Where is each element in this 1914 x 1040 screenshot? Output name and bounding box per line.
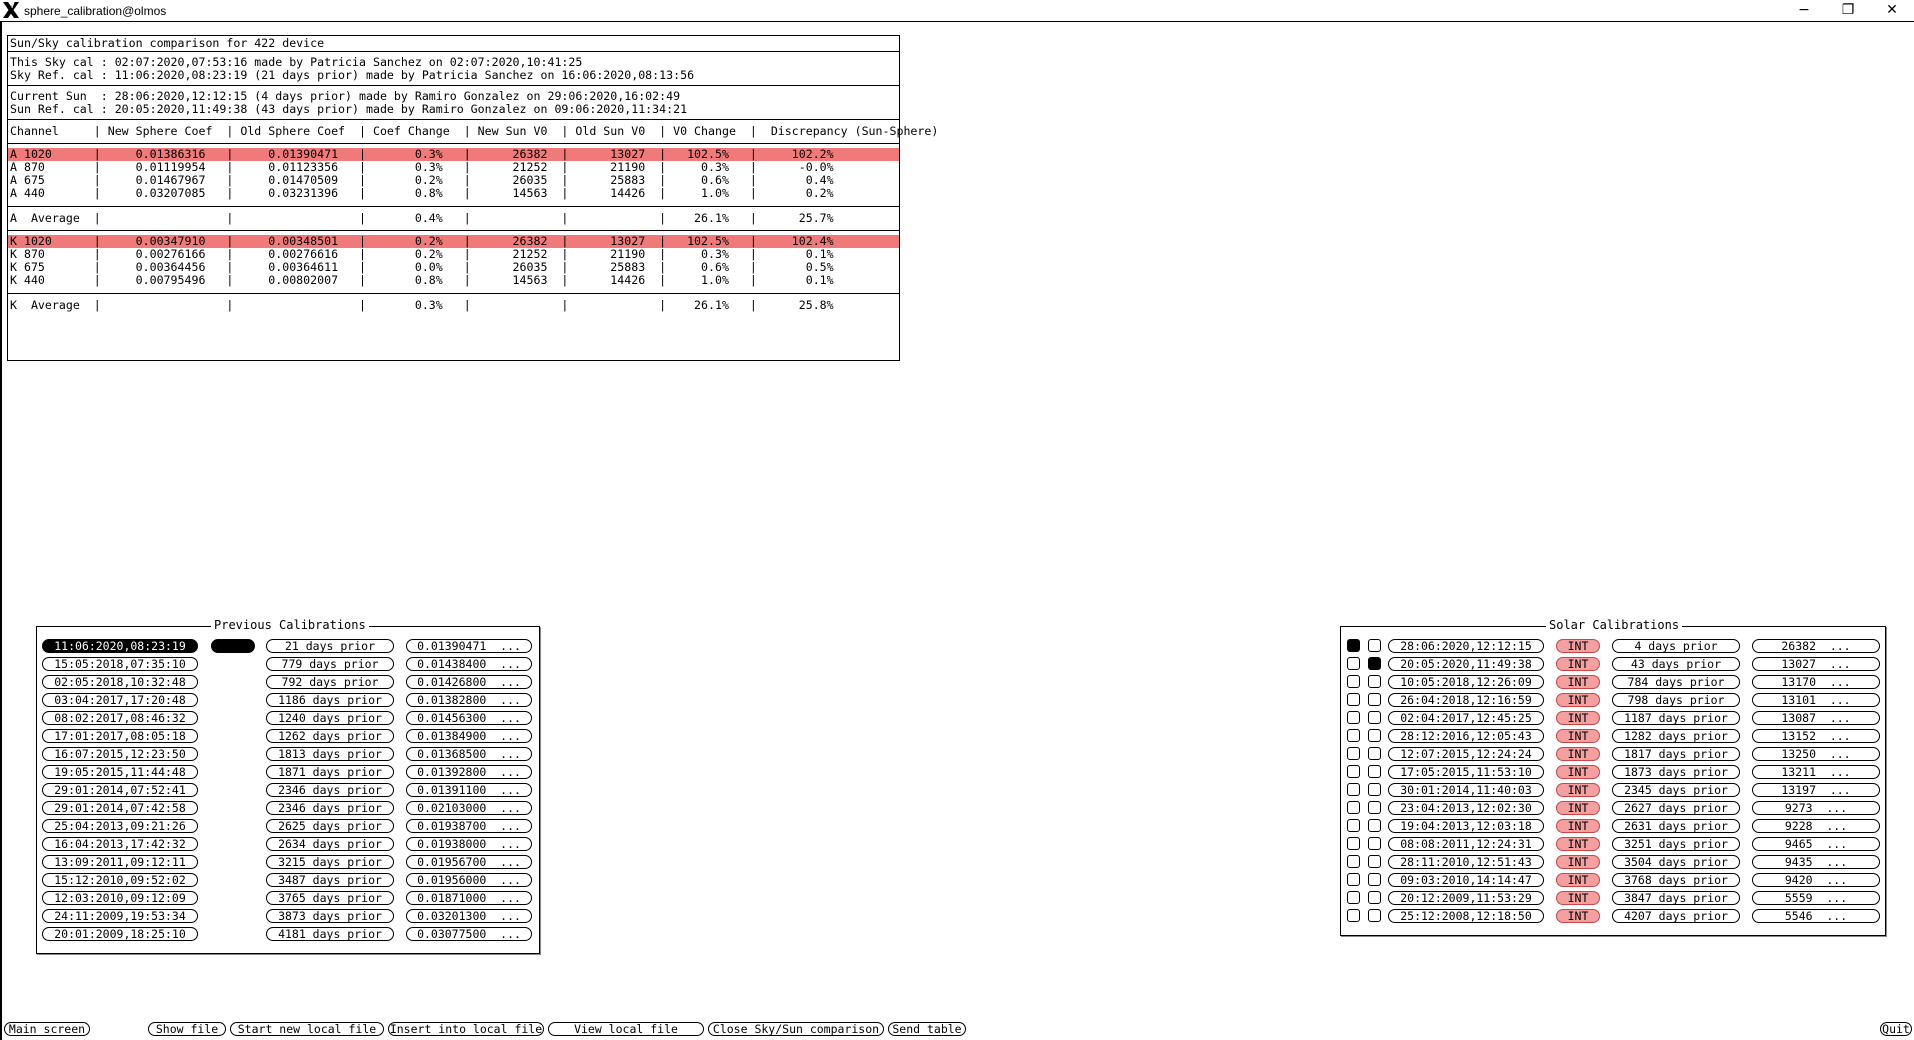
previous-cal-date-button[interactable]: 08:02:2017,08:46:32 xyxy=(42,711,198,725)
current-sun-radio[interactable] xyxy=(1347,801,1360,814)
a-average-section xyxy=(8,207,899,231)
a-average-row: A Average | | | 0.4% | | | 26.1% | 25.7% xyxy=(10,211,834,225)
table-row: K 675 | 0.00364456 | 0.00364611 | 0.0% | 26035 | 25883 | 0.6% | 0.5% xyxy=(10,260,834,274)
previous-cal-coef-button[interactable]: 0.01938700 ... xyxy=(406,819,532,833)
current-sun-radio[interactable] xyxy=(1347,909,1360,922)
k-channel-section xyxy=(8,231,899,294)
a-channel-section xyxy=(8,144,899,207)
previous-cal-date-button[interactable]: 16:07:2015,12:23:50 xyxy=(42,747,198,761)
previous-cal-prior-label: 3873 days prior xyxy=(266,909,394,923)
solar-cal-prior-label: 1187 days prior xyxy=(1612,711,1740,725)
previous-cal-date-button[interactable]: 15:12:2010,09:52:02 xyxy=(42,873,198,887)
solar-cal-date-button[interactable]: 30:01:2014,11:40:03 xyxy=(1388,783,1544,797)
current-sun-radio[interactable] xyxy=(1347,711,1360,724)
table-row: A 870 | 0.01119954 | 0.01123356 | 0.3% | 21252 | 21190 | 0.3% | -0.0% xyxy=(10,160,834,174)
solar-cal-v0-button[interactable]: 9465 ... xyxy=(1752,837,1880,851)
previous-cal-coef-button[interactable]: 0.01426800 ... xyxy=(406,675,532,689)
table-row: A 440 | 0.03207085 | 0.03231396 | 0.8% | 14563 | 14426 | 1.0% | 0.2% xyxy=(10,186,834,200)
solar-cal-prior-label: 3768 days prior xyxy=(1612,873,1740,887)
solar-cal-prior-label: 3251 days prior xyxy=(1612,837,1740,851)
close-comparison-button[interactable]: Close Sky/Sun comparison xyxy=(708,1022,884,1036)
reference-sun-radio[interactable] xyxy=(1368,657,1381,670)
previous-cal-coef-button[interactable]: 0.01390471 ... xyxy=(406,639,532,653)
x11-logo-icon xyxy=(2,1,20,19)
close-window-button[interactable]: ✕ xyxy=(1886,2,1898,18)
int-type-button[interactable]: INT xyxy=(1556,765,1600,779)
solar-cal-date-button[interactable]: 17:05:2015,11:53:10 xyxy=(1388,765,1544,779)
int-type-button[interactable]: INT xyxy=(1556,909,1600,923)
previous-cal-date-button[interactable]: 17:01:2017,08:05:18 xyxy=(42,729,198,743)
int-type-button[interactable]: INT xyxy=(1556,855,1600,869)
main-screen-button[interactable]: Main screen xyxy=(4,1022,90,1036)
solar-cal-date-button[interactable]: 02:04:2017,12:45:25 xyxy=(1388,711,1544,725)
int-type-button[interactable]: INT xyxy=(1556,801,1600,815)
previous-cal-prior-label: 2625 days prior xyxy=(266,819,394,833)
previous-cal-prior-label: 4181 days prior xyxy=(266,927,394,941)
solar-cal-prior-label: 3504 days prior xyxy=(1612,855,1740,869)
previous-cal-coef-button[interactable]: 0.01871000 ... xyxy=(406,891,532,905)
start-new-local-file-button[interactable]: Start new local file xyxy=(230,1022,384,1036)
solar-cal-v0-button[interactable]: 9435 ... xyxy=(1752,855,1880,869)
reference-sun-radio[interactable] xyxy=(1368,837,1381,850)
reference-sun-radio[interactable] xyxy=(1368,747,1381,760)
solar-cal-v0-button[interactable]: 5559 ... xyxy=(1752,891,1880,905)
solar-cal-date-button[interactable]: 28:11:2010,12:51:43 xyxy=(1388,855,1544,869)
restore-button[interactable]: ❐ xyxy=(1841,2,1855,18)
int-type-button[interactable]: INT xyxy=(1556,693,1600,707)
int-type-button[interactable]: INT xyxy=(1556,675,1600,689)
previous-cal-prior-label: 3215 days prior xyxy=(266,855,394,869)
table-row: K 1020 | 0.00347910 | 0.00348501 | 0.2% | 26382 | 13027 | 102.5% | 102.4% xyxy=(8,235,899,248)
previous-cal-prior-label: 1871 days prior xyxy=(266,765,394,779)
previous-cal-prior-label: 2634 days prior xyxy=(266,837,394,851)
previous-cal-coef-button[interactable]: 0.01384900 ... xyxy=(406,729,532,743)
solar-cal-prior-label: 4 days prior xyxy=(1612,639,1740,653)
reference-sun-radio[interactable] xyxy=(1368,819,1381,832)
int-type-button[interactable]: INT xyxy=(1556,891,1600,905)
solar-cal-date-button[interactable]: 20:05:2020,11:49:38 xyxy=(1388,657,1544,671)
comparison-report xyxy=(7,35,939,361)
reference-sun-radio[interactable] xyxy=(1368,639,1381,652)
int-type-button[interactable]: INT xyxy=(1556,873,1600,887)
previous-cal-date-button[interactable]: 29:01:2014,07:42:58 xyxy=(42,801,198,815)
solar-cal-prior-label: 4207 days prior xyxy=(1612,909,1740,923)
previous-cal-prior-label: 2346 days prior xyxy=(266,801,394,815)
current-sun-radio[interactable] xyxy=(1347,657,1360,670)
solar-cal-prior-label: 43 days prior xyxy=(1612,657,1740,671)
solar-cal-prior-label: 1873 days prior xyxy=(1612,765,1740,779)
sky-cal-line: This Sky cal : 02:07:2020,07:53:16 made by Patricia Sanchez on 02:07:2020,10:41:25 xyxy=(10,55,583,69)
current-sun-line: Current Sun : 28:06:2020,12:12:15 (4 days prior) made by Ramiro Gonzalez on 29:06:2020,16:02:49 xyxy=(10,89,681,103)
window-titlebar[interactable] xyxy=(0,0,1914,22)
solar-calibrations-group xyxy=(1340,618,1886,936)
solar-cal-prior-label: 2345 days prior xyxy=(1612,783,1740,797)
solar-cal-prior-label: 784 days prior xyxy=(1612,675,1740,689)
reference-sun-radio[interactable] xyxy=(1368,765,1381,778)
reference-sun-radio[interactable] xyxy=(1368,873,1381,886)
int-type-button[interactable]: INT xyxy=(1556,837,1600,851)
solar-cal-v0-button[interactable]: 9420 ... xyxy=(1752,873,1880,887)
previous-cal-prior-label: 2346 days prior xyxy=(266,783,394,797)
previous-cal-coef-button[interactable]: 0.01456300 ... xyxy=(406,711,532,725)
reference-sun-radio[interactable] xyxy=(1368,801,1381,814)
previous-cal-date-button[interactable]: 24:11:2009,19:53:34 xyxy=(42,909,198,923)
current-sun-radio[interactable] xyxy=(1347,693,1360,706)
solar-cal-prior-label: 2631 days prior xyxy=(1612,819,1740,833)
previous-cal-date-button[interactable]: 11:06:2020,08:23:19 xyxy=(42,639,198,653)
solar-cal-date-button[interactable]: 25:12:2008,12:18:50 xyxy=(1388,909,1544,923)
solar-cal-prior-label: 798 days prior xyxy=(1612,693,1740,707)
previous-cal-prior-label: 1813 days prior xyxy=(266,747,394,761)
table-row: K 440 | 0.00795496 | 0.00802007 | 0.8% | 14563 | 14426 | 1.0% | 0.1% xyxy=(10,273,834,287)
reference-sun-radio[interactable] xyxy=(1368,711,1381,724)
reference-sun-radio[interactable] xyxy=(1368,891,1381,904)
previous-cal-date-button[interactable]: 25:04:2013,09:21:26 xyxy=(42,819,198,833)
reference-sun-radio[interactable] xyxy=(1368,855,1381,868)
show-file-button[interactable]: Show file xyxy=(148,1022,226,1036)
solar-cal-date-button[interactable]: 28:06:2020,12:12:15 xyxy=(1388,639,1544,653)
previous-cal-date-button[interactable]: 19:05:2015,11:44:48 xyxy=(42,765,198,779)
previous-cal-prior-label: 3765 days prior xyxy=(266,891,394,905)
solar-cal-v0-button[interactable]: 13211 ... xyxy=(1752,765,1880,779)
previous-calibrations-group xyxy=(36,618,540,954)
solar-cal-v0-button[interactable]: 26382 ... xyxy=(1752,639,1880,653)
previous-cal-date-button[interactable]: 15:05:2018,07:35:10 xyxy=(42,657,198,671)
solar-cal-date-button[interactable]: 12:07:2015,12:24:24 xyxy=(1388,747,1544,761)
report-heading: Sun/Sky calibration comparison for 422 device xyxy=(10,36,325,50)
solar-cal-v0-button[interactable]: 13170 ... xyxy=(1752,675,1880,689)
send-table-button[interactable]: Send table xyxy=(888,1022,966,1036)
previous-cal-date-button[interactable]: 02:05:2018,10:32:48 xyxy=(42,675,198,689)
current-sun-radio[interactable] xyxy=(1347,855,1360,868)
sun-ref-cal-line: Sun Ref. cal : 20:05:2020,11:49:38 (43 days prior) made by Ramiro Gonzalez on 09:06:2020,11:34:21 xyxy=(10,102,688,116)
solar-cal-v0-button[interactable]: 13101 ... xyxy=(1752,693,1880,707)
solar-cal-date-button[interactable]: 19:04:2013,12:03:18 xyxy=(1388,819,1544,833)
reference-sun-radio[interactable] xyxy=(1368,675,1381,688)
previous-cal-coef-button[interactable]: 0.01392800 ... xyxy=(406,765,532,779)
solar-cal-v0-button[interactable]: 13027 ... xyxy=(1752,657,1880,671)
solar-cal-v0-button[interactable]: 5546 ... xyxy=(1752,909,1880,923)
solar-cal-prior-label: 1817 days prior xyxy=(1612,747,1740,761)
previous-cal-date-button[interactable]: 20:01:2009,18:25:10 xyxy=(42,927,198,941)
previous-cal-date-button[interactable]: 29:01:2014,07:52:41 xyxy=(42,783,198,797)
current-sun-radio[interactable] xyxy=(1347,765,1360,778)
current-sun-radio[interactable] xyxy=(1347,747,1360,760)
solar-cal-v0-button[interactable]: 13250 ... xyxy=(1752,747,1880,761)
sky-ref-cal-line: Sky Ref. cal : 11:06:2020,08:23:19 (21 days prior) made by Patricia Sanchez on 16:06:2020,08:13:56 xyxy=(10,68,695,82)
previous-cal-coef-button[interactable]: 0.03201300 ... xyxy=(406,909,532,923)
reference-sun-radio[interactable] xyxy=(1368,693,1381,706)
solar-cal-date-button[interactable]: 23:04:2013,12:02:30 xyxy=(1388,801,1544,815)
current-sun-radio[interactable] xyxy=(1347,783,1360,796)
previous-cal-date-button[interactable]: 12:03:2010,09:12:09 xyxy=(42,891,198,905)
current-sun-radio[interactable] xyxy=(1347,729,1360,742)
reference-sun-radio[interactable] xyxy=(1368,909,1381,922)
int-type-button[interactable]: INT xyxy=(1556,747,1600,761)
previous-cal-coef-button[interactable]: 0.01368500 ... xyxy=(406,747,532,761)
solar-cal-date-button[interactable]: 10:05:2018,12:26:09 xyxy=(1388,675,1544,689)
solar-cal-v0-button[interactable]: 9228 ... xyxy=(1752,819,1880,833)
minimize-button[interactable]: − xyxy=(1798,2,1810,18)
table-header: Channel | New Sphere Coef | Old Sphere Coef | Coef Change | New Sun V0 | Old Sun V0 | V0 Change | Discrepancy (Sun-Sphere) xyxy=(10,124,939,138)
quit-button[interactable]: Quit xyxy=(1880,1022,1912,1036)
k-average-section xyxy=(8,294,899,317)
previous-cal-coef-button[interactable]: 0.01391100 ... xyxy=(406,783,532,797)
int-type-button[interactable]: INT xyxy=(1556,639,1600,653)
solar-cal-date-button[interactable]: 09:03:2010,14:14:47 xyxy=(1388,873,1544,887)
solar-cal-date-button[interactable]: 28:12:2016,12:05:43 xyxy=(1388,729,1544,743)
reference-sun-radio[interactable] xyxy=(1368,729,1381,742)
solar-cal-v0-button[interactable]: 13152 ... xyxy=(1752,729,1880,743)
solar-cal-prior-label: 3847 days prior xyxy=(1612,891,1740,905)
int-type-button[interactable]: INT xyxy=(1556,819,1600,833)
table-row: K 870 | 0.00276166 | 0.00276616 | 0.2% | 21252 | 21190 | 0.3% | 0.1% xyxy=(10,247,834,261)
previous-cal-prior-label: 779 days prior xyxy=(266,657,394,671)
solar-cal-date-button[interactable]: 26:04:2018,12:16:59 xyxy=(1388,693,1544,707)
table-row: A 675 | 0.01467967 | 0.01470509 | 0.2% | 26035 | 25883 | 0.6% | 0.4% xyxy=(10,173,834,187)
table-row: A 1020 | 0.01386316 | 0.01390471 | 0.3% | 26382 | 13027 | 102.5% | 102.2% xyxy=(8,148,899,161)
sun-cal-section xyxy=(8,86,899,120)
previous-cal-prior-label: 1262 days prior xyxy=(266,729,394,743)
insert-into-local-file-button[interactable]: Insert into local file xyxy=(389,1022,543,1036)
k-average-row: K Average | | | 0.3% | | | 26.1% | 25.8% xyxy=(10,298,834,312)
previous-cal-coef-button[interactable]: 0.01956700 ... xyxy=(406,855,532,869)
current-sun-radio[interactable] xyxy=(1347,639,1360,652)
solar-cal-prior-label: 1282 days prior xyxy=(1612,729,1740,743)
window-left-border xyxy=(0,22,2,1040)
current-sun-radio[interactable] xyxy=(1347,873,1360,886)
previous-cal-date-button[interactable]: 03:04:2017,17:20:48 xyxy=(42,693,198,707)
int-type-button[interactable]: INT xyxy=(1556,729,1600,743)
previous-cal-coef-button[interactable]: 0.01956000 ... xyxy=(406,873,532,887)
previous-cal-date-button[interactable]: 13:09:2011,09:12:11 xyxy=(42,855,198,869)
previous-cal-coef-button[interactable]: 0.03077500 ... xyxy=(406,927,532,941)
previous-cal-prior-label: 21 days prior xyxy=(266,639,394,653)
solar-cal-v0-button[interactable]: 13087 ... xyxy=(1752,711,1880,725)
solar-calibrations-legend: Solar Calibrations xyxy=(1546,618,1682,632)
sky-cal-section xyxy=(8,52,899,86)
selected-marker-button[interactable] xyxy=(211,639,255,653)
previous-cal-coef-button[interactable]: 0.01382800 ... xyxy=(406,693,532,707)
solar-cal-v0-button[interactable]: 13197 ... xyxy=(1752,783,1880,797)
previous-cal-prior-label: 1240 days prior xyxy=(266,711,394,725)
previous-cal-coef-button[interactable]: 0.01938000 ... xyxy=(406,837,532,851)
previous-cal-coef-button[interactable]: 0.01438400 ... xyxy=(406,657,532,671)
report-heading-section xyxy=(8,36,899,52)
int-type-button[interactable]: INT xyxy=(1556,711,1600,725)
solar-cal-v0-button[interactable]: 9273 ... xyxy=(1752,801,1880,815)
previous-calibrations-legend: Previous Calibrations xyxy=(211,618,369,632)
previous-cal-prior-label: 3487 days prior xyxy=(266,873,394,887)
previous-cal-date-button[interactable]: 16:04:2013,17:42:32 xyxy=(42,837,198,851)
current-sun-radio[interactable] xyxy=(1347,675,1360,688)
int-type-button[interactable]: INT xyxy=(1556,783,1600,797)
solar-cal-date-button[interactable]: 20:12:2009,11:53:29 xyxy=(1388,891,1544,905)
window-title: sphere_calibration@olmos xyxy=(24,4,167,18)
reference-sun-radio[interactable] xyxy=(1368,783,1381,796)
view-local-file-button[interactable]: View local file xyxy=(548,1022,704,1036)
current-sun-radio[interactable] xyxy=(1347,891,1360,904)
table-header-section xyxy=(8,120,939,144)
solar-cal-date-button[interactable]: 08:08:2011,12:24:31 xyxy=(1388,837,1544,851)
current-sun-radio[interactable] xyxy=(1347,819,1360,832)
previous-cal-coef-button[interactable]: 0.02103000 ... xyxy=(406,801,532,815)
current-sun-radio[interactable] xyxy=(1347,837,1360,850)
previous-cal-prior-label: 1186 days prior xyxy=(266,693,394,707)
solar-cal-prior-label: 2627 days prior xyxy=(1612,801,1740,815)
int-type-button[interactable]: INT xyxy=(1556,657,1600,671)
previous-cal-prior-label: 792 days prior xyxy=(266,675,394,689)
